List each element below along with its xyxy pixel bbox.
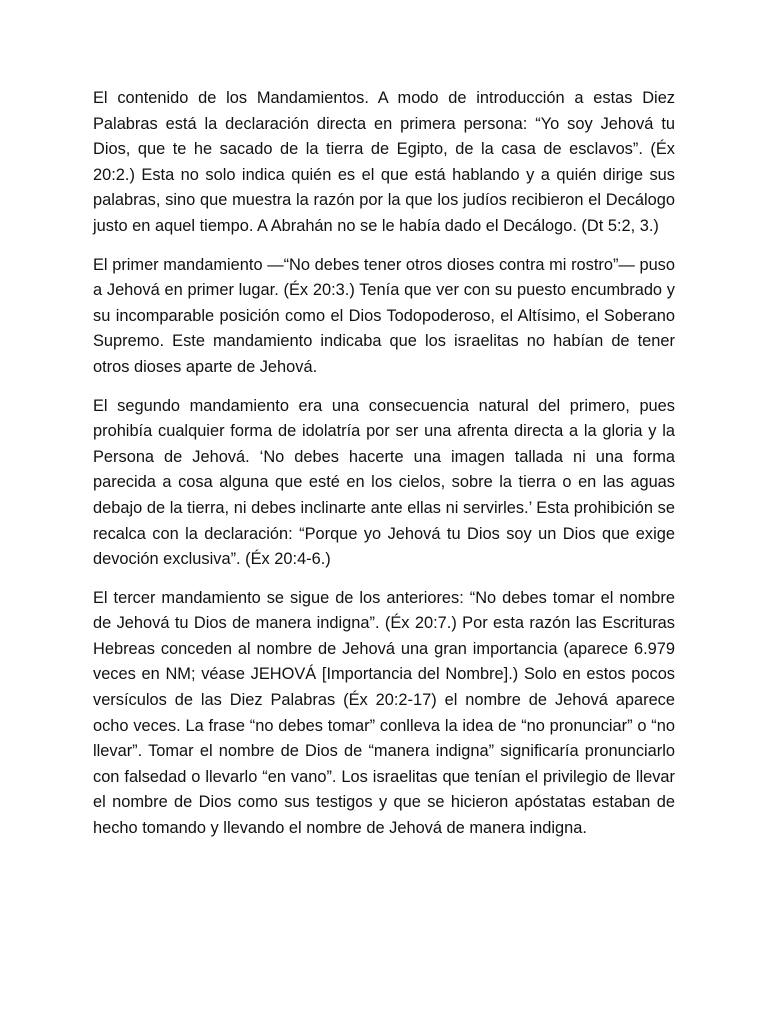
paragraph-tercer-mandamiento: El tercer mandamiento se sigue de los anteriores: “No debes tomar el nombre de Jehová tu Dios de manera indigna”. (Éx 20:7.) Por esta razón las Escrituras Hebreas conceden al nombre de Jehová una gran importancia (aparece 6.979 veces en NM; véase JEHOVÁ [Importancia del Nombre].) Solo en estos pocos versículos de las Diez Palabras (Éx 20:2-17) el nombre de Jehová aparece ocho veces. La frase “no debes tomar” conlleva la idea de “no pronunciar” o “no llevar”. Tomar el nombre de Dios de “manera indigna” significaría pronunciarlo con falsedad o llevarlo “en vano”. Los israelitas que tenían el privilegio de llevar el nombre de Dios como sus testigos y que se hicieron apóstatas estaban de hecho tomando y llevando el nombre de Jehová de manera indigna.: [93, 588, 675, 838]
paragraph-primer-mandamiento: El primer mandamiento —“No debes tener otros dioses contra mi rostro”— puso a Jehová en primer lugar. (Éx 20:3.) Tenía que ver con su puesto encumbrado y su incomparable posición como el Dios Todopoderoso, el Altísimo, el Soberano Supremo. Este mandamiento indicaba que los israelitas no habían de tener otros dioses aparte de Jehová.: [93, 255, 675, 376]
paragraph-segundo-mandamiento: El segundo mandamiento era una consecuencia natural del primero, pues prohibía cualquier forma de idolatría por ser una afrenta directa a la gloria y la Persona de Jehová. ‘No debes hacerte una imagen tallada ni una forma parecida a cosa alguna que esté en los cielos, sobre la tierra o en las aguas debajo de la tierra, ni debes inclinarte ante ellas ni servirles.’ Esta prohibición se recalca con la declaración: “Porque yo Jehová tu Dios soy un Dios que exige devoción exclusiva”. (Éx 20:4-6.): [93, 396, 675, 569]
document-page: [93, 86, 675, 855]
paragraph-introduccion: El contenido de los Mandamientos. A modo de introducción a estas Diez Palabras está la declaración directa en primera persona: “Yo soy Jehová tu Dios, que te he sacado de la tierra de Egipto, de la casa de esclavos”. (Éx 20:2.) Esta no solo indica quién es el que está hablando y a quién dirige sus palabras, sino que muestra la razón por la que los judíos recibieron el Decálogo justo en aquel tiempo. A Abrahán no se le había dado el Decálogo. (Dt 5:2, 3.): [93, 89, 675, 235]
